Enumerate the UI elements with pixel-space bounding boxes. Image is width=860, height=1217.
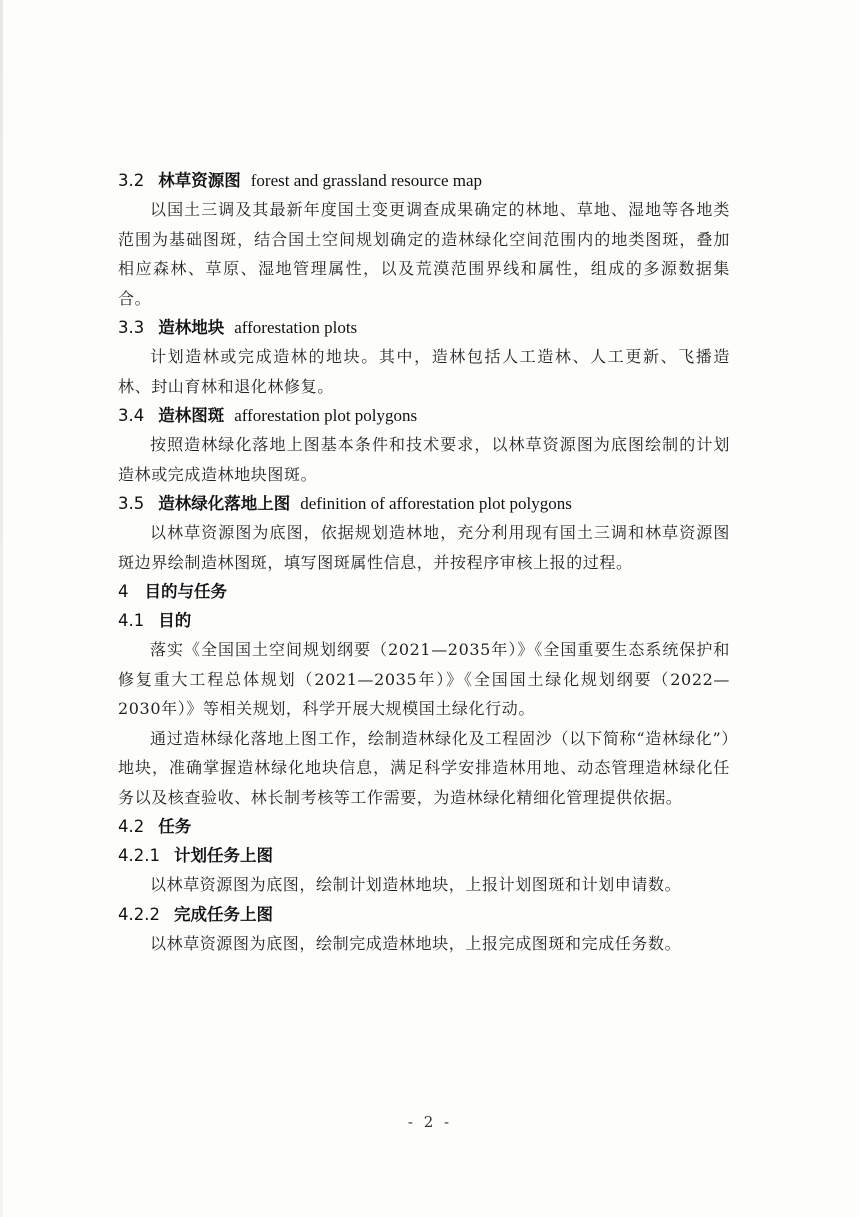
section-paragraph: 计划造林或完成造林的地块。其中，造林包括人工造林、人工更新、飞播造林、封山育林和退化林修复。 [118,347,730,396]
section-paragraph: 按照造林绿化落地上图基本条件和技术要求，以林草资源图为底图绘制的计划造林或完成造林地块图斑。 [118,435,730,484]
section-title-zh: 造林图斑 [158,406,225,425]
section-paragraph: 以林草资源图为底图，依据规划造林地，充分利用现有国土三调和林草资源图斑边界绘制造林图斑，填写图斑属性信息，并按程序审核上报的过程。 [118,523,730,572]
section-number: 4.2.2 [118,904,160,924]
section-heading-3-2 [118,166,730,195]
section-title-zh: 计划任务上图 [173,846,273,865]
section-number: 3.4 [118,406,145,425]
section-heading-4-2 [118,812,730,841]
section-title-en: afforestation plots [234,318,358,337]
section-title-zh: 目的 [158,611,192,630]
section-paragraph: 以林草资源图为底图，绘制计划造林地块，上报计划图斑和计划申请数。 [150,875,682,894]
section-paragraph: 落实《全国国土空间规划纲要（2021—2035年）》《全国重要生态系统保护和修复重大工程总体规划（2021—2035年）》《全国国土绿化规划纲要（2022—2030年）》等相关规划，科学开展大规模国土绿化行动。 [118,640,730,718]
section-heading-3-4 [118,401,730,430]
section-title-zh: 造林绿化落地上图 [158,494,291,513]
section-title-zh: 完成任务上图 [173,904,273,924]
section-heading-4 [118,577,730,606]
section-heading-3-3 [118,313,730,342]
section-title-en: afforestation plot polygons [234,406,418,425]
section-heading-4-2-2 [118,900,730,929]
section-heading-4-2-1 [118,841,730,870]
section-paragraph: 通过造林绿化落地上图工作，绘制造林绿化及工程固沙（以下简称“造林绿化”）地块，准确掌握造林绿化地块信息，满足科学安排造林用地、动态管理造林绿化任务以及核查验收、林长制考核等工作需要，为造林绿化精细化管理提供依据。 [118,728,730,807]
section-title-en: forest and grassland resource map [250,171,483,190]
section-title-zh: 目的与任务 [144,582,227,601]
section-heading-4-1 [118,606,730,635]
section-paragraph: 以国土三调及其最新年度国土变更调查成果确定的林地、草地、湿地等各地类范围为基础图斑，结合国土空间规划确定的造林绿化空间范围内的地类图斑，叠加相应森林、草原、湿地管理属性，以及荒漠范围界线和属性，组成的多源数据集合。 [118,200,730,308]
section-number: 3.5 [118,494,145,513]
section-heading-3-5 [118,489,730,518]
section-title-zh: 任务 [158,817,192,836]
section-number: 3.3 [118,318,145,337]
document-body [118,166,730,958]
section-title-zh: 造林地块 [158,318,225,337]
section-title-en: definition of afforestation plot polygons [300,494,572,513]
section-title-zh: 林草资源图 [158,171,241,190]
section-number: 3.2 [118,171,145,190]
section-number: 4.2 [118,817,145,836]
section-paragraph: 以林草资源图为底图，绘制完成造林地块，上报完成图斑和完成任务数。 [150,933,682,953]
section-number: 4.2.1 [118,846,160,865]
scan-edge [0,0,3,1217]
section-number: 4 [118,582,129,601]
section-number: 4.1 [118,611,145,630]
page-number: - 2 - [407,1113,453,1131]
